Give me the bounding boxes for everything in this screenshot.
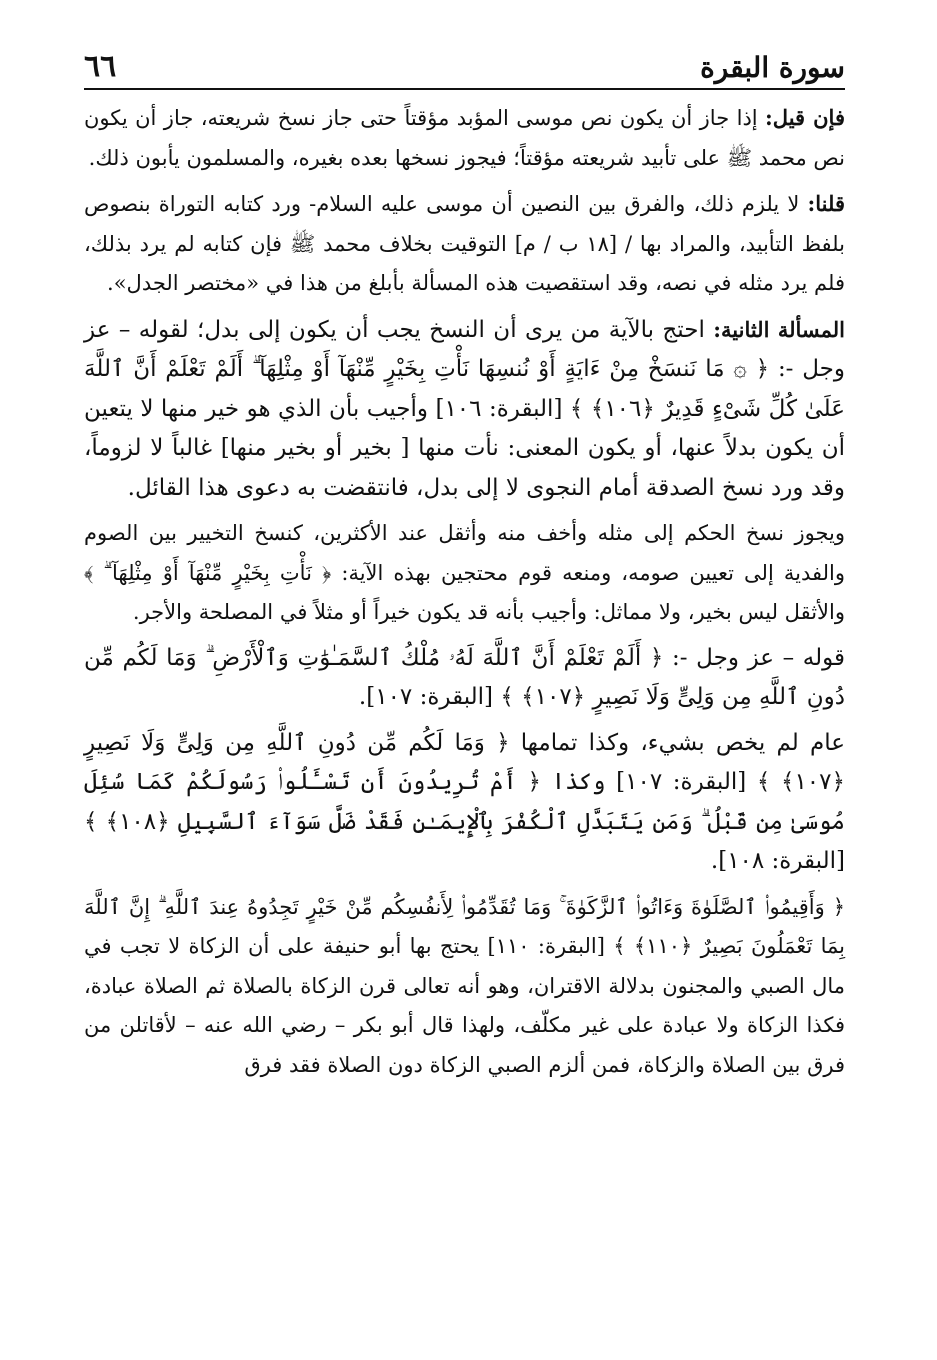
paragraph-text: قوله – عز وجل -: ﴿ أَلَمْ تَعْلَمْ أَنَّ ٱللَّهَ لَهُۥ مُلْكُ ٱلسَّمَـٰوَٰتِ وَٱلْأَرْضِ ۗ وَمَا لَكُم مِّن دُونِ ٱللَّهِ مِن وَلِىٍّ وَلَا نَصِيرٍ ﴿١٠٧﴾ ﴾ [البقرة: ١٠٧]. (84, 644, 845, 710)
paragraph-text: ﴿ وَأَقِيمُوا۟ ٱلصَّلَوٰةَ وَءَاتُوا۟ ٱلزَّكَوٰةَ ۚ وَمَا تُقَدِّمُوا۟ لِأَنفُسِكُم مِّنْ خَيْرٍ تَجِدُوهُ عِندَ ٱللَّهِ ۗ إِنَّ ٱللَّهَ بِمَا تَعْمَلُونَ بَصِيرٌ ﴿١١٠﴾ ﴾ [البقرة: ١١٠] يحتج بها أبو حنيفة على أن الزكاة لا تجب في مال الصبي والمجنون بدلالة الاقتران، وهو أنه تعالى قرن الزكاة بالصلاة ثم الصلاة عبادة، فكذا الزكاة ولا عبادة على غير مكلّف، ولهذا قال أبو بكر – رضي الله عنه – لأقاتلن من فرق بين الصلاة والزكاة، فمن ألزم الصبي الزكاة دون الصلاة فقد فرق (84, 894, 845, 1077)
paragraph-verse-110 (84, 888, 845, 1086)
surah-title: سورة البقرة (700, 51, 845, 84)
paragraph-reply (84, 184, 845, 304)
paragraph-text: لا يلزم ذلك، والفرق بين النصين أن موسى عليه السلام- ورد كتابه التوراة بنصوص بلفظ التأبيد، والمراد بها / [١٨ ب / م] التوقيت بخلاف محمد ﷺ فإن كتابه لم يرد بذلك، فلم يرد مثله في نصه، وقد استقصيت هذه المسألة بأبلغ من هذا في «مختصر الجدل». (84, 192, 845, 295)
paragraph-text: احتج بالآية من يرى أن النسخ يجب أن يكون إلى بدل؛ لقوله – عز وجل -: ﴿ ۞ مَا نَنسَخْ مِنْ ءَايَةٍ أَوْ نُنسِهَا نَأْتِ بِخَيْرٍ مِّنْهَآ أَوْ مِثْلِهَآ ۗ أَلَمْ تَعْلَمْ أَنَّ ٱللَّهَ عَلَىٰ كُلِّ شَىْءٍ قَدِيرٌ ﴿١٠٦﴾ ﴾ [البقرة: ١٠٦] وأجيب بأن الذي هو خير منها لا يتعين أن يكون بدلاً عنها، أو يكون المعنى: نأت منها [ بخير أو بخير منها] غالباً لا لزوماً، وقد ورد نسخ الصدقة أمام النجوى لا إلى بدل، فانتقضت به دعوى هذا القائل. (84, 316, 846, 501)
page-header (84, 44, 845, 90)
paragraph-text: عام لم يخص بشيء، وكذا تمامها ﴿ وَمَا لَكُم مِّن دُونِ ٱللَّهِ مِن وَلِىٍّ وَلَا نَصِيرٍ ﴿١٠٧﴾ ﴾ [البقرة: ١٠٧] وكذا ﴿ أَمْ تُرِيدُونَ أَن تَسْـَٔلُوا۟ رَسُولَكُمْ كَمَا سُئِلَ مُوسَىٰ مِن قَبْلُ ۗ وَمَن يَتَبَدَّلِ ٱلْكُفْرَ بِٱلْإِيمَـٰنِ فَقَدْ ضَلَّ سَوَآءَ ٱلسَّبِيلِ ﴿١٠٨﴾ ﴾ [البقرة: ١٠٨]. (84, 729, 846, 874)
paragraph-abrogation (84, 514, 845, 633)
paragraph-lead: المسألة الثانية: (713, 316, 845, 342)
page-number: ٦٦ (84, 49, 117, 84)
paragraph-lead: قلنا: (807, 191, 845, 216)
paragraph-lead: فإن قيل: (765, 105, 845, 130)
paragraph-verse-107 (84, 639, 845, 718)
paragraph-text: ويجوز نسخ الحكم إلى مثله وأخف منه وأثقل عند الأكثرين، كنسخ التخيير بين الصوم والفدية إلى تعيين صومه، ومنعه قوم محتجين بهذه الآية: ﴿ نَأْتِ بِخَيْرٍ مِّنْهَآ أَوْ مِثْلِهَآ ۗ ﴾ والأثقل ليس بخير، ولا مماثل: وأجيب بأنه قد يكون خيراً أو مثلاً في المصلحة والأجر. (84, 521, 845, 624)
paragraph-text: إذا جاز أن يكون نص موسى المؤبد مؤقتاً حتى جاز نسخ شريعته، جاز أن يكون نص محمد ﷺ على تأبيد شريعته مؤقتاً؛ فيجوز نسخها بعده بغيره، والمسلمون يأبون ذلك. (84, 106, 845, 170)
paragraph-objection (84, 98, 845, 178)
page-body (84, 98, 845, 1085)
paragraph-verse-108 (84, 724, 845, 882)
paragraph-second-issue (84, 310, 845, 509)
